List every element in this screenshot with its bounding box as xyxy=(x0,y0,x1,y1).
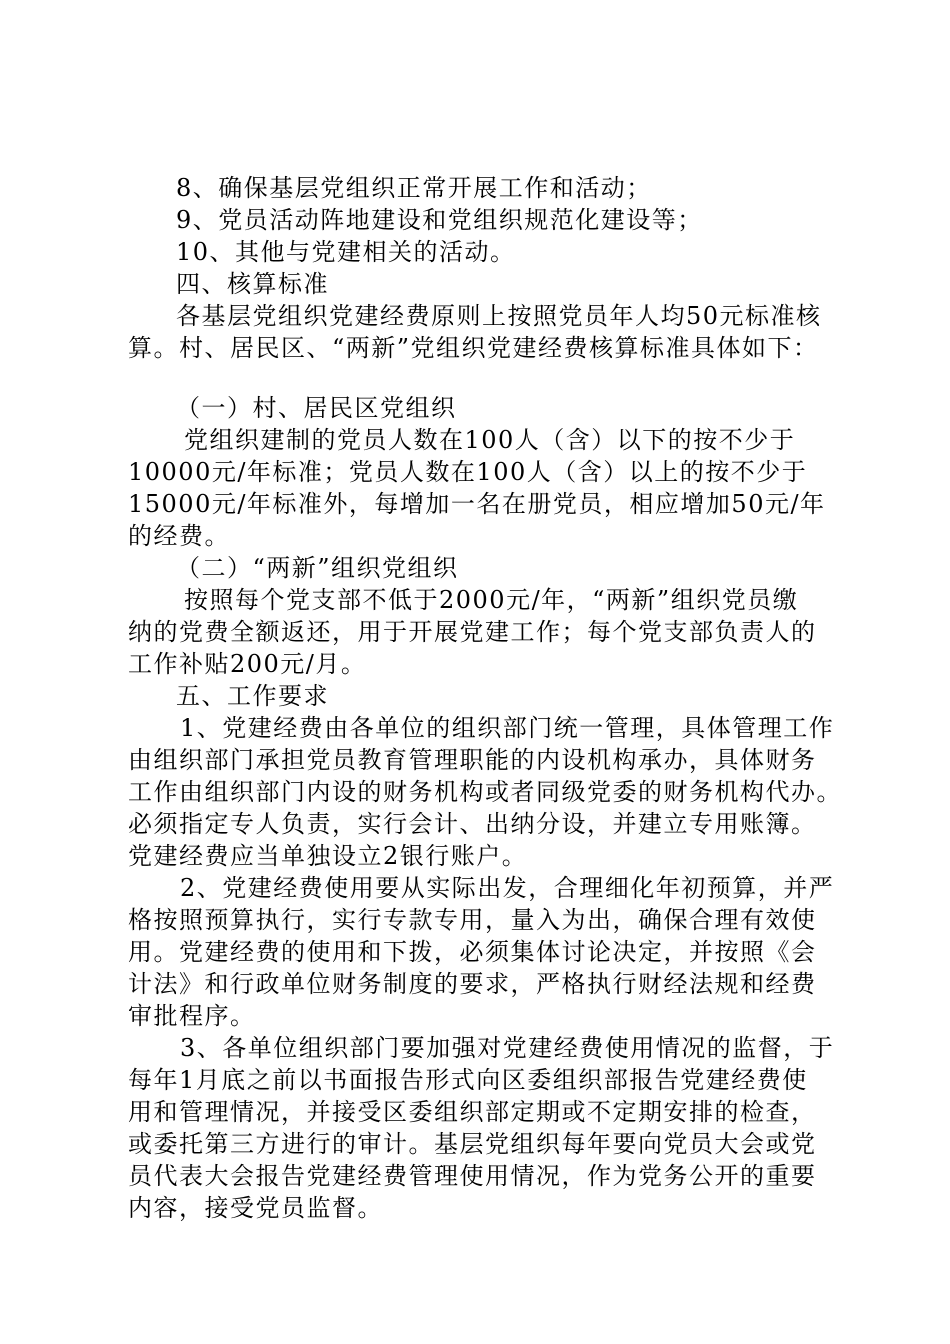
document-body xyxy=(128,172,842,1224)
paragraph-line: 必须指定专人负责，实行会计、出纳分设，并建立专用账簿。 xyxy=(128,810,817,838)
paragraph-line: 每年1月底之前以书面报告形式向区委组织部报告党建经费使 xyxy=(128,1066,808,1094)
section-heading-5: 五、工作要求 xyxy=(176,682,329,710)
paragraph-line: 用和管理情况，并接受区委组织部定期或不定期安排的检查， xyxy=(128,1098,817,1126)
paragraph-line: 员代表大会报告党建经费管理使用情况，作为党务公开的重要 xyxy=(128,1162,817,1190)
list-item-9: 9、党员活动阵地建设和党组织规范化建设等； xyxy=(176,206,703,234)
paragraph-line: 或委托第三方进行的审计。基层党组织每年要向党员大会或党 xyxy=(128,1130,817,1158)
paragraph-line: 3、各单位组织部门要加强对党建经费使用情况的监督，于 xyxy=(180,1034,835,1062)
paragraph-line: 按照每个党支部不低于2000元/年，“两新”组织党员缴 xyxy=(184,586,799,614)
paragraph-line: 1、党建经费由各单位的组织部门统一管理，具体管理工作 xyxy=(180,714,835,742)
paragraph-line: 党建经费应当单独设立2银行账户。 xyxy=(128,842,528,870)
paragraph-gap xyxy=(128,364,828,392)
paragraph-line: 工作补贴200元/月。 xyxy=(128,650,367,678)
paragraph-line: 格按照预算执行，实行专款专用，量入为出，确保合理有效使 xyxy=(128,906,817,934)
paragraph-line: 15000元/年标准外，每增加一名在册党员，相应增加50元/年 xyxy=(128,490,826,518)
paragraph-line: 算。村、居民区、“两新”党组织党建经费核算标准具体如下： xyxy=(128,334,819,362)
section-heading-4: 四、核算标准 xyxy=(176,270,329,298)
paragraph-line: 2、党建经费使用要从实际出发，合理细化年初预算，并严 xyxy=(180,874,835,902)
paragraph-line: 党组织建制的党员人数在100人（含）以下的按不少于 xyxy=(184,426,796,454)
paragraph-line: 由组织部门承担党员教育管理职能的内设机构承办，具体财务 xyxy=(128,746,817,774)
paragraph-line: 审批程序。 xyxy=(128,1002,256,1030)
subsection-heading-2: （二）“两新”组织党组织 xyxy=(176,554,459,582)
subsection-heading-1: （一）村、居民区党组织 xyxy=(176,394,457,422)
paragraph-line: 工作由组织部门内设的财务机构或者同级党委的财务机构代办。 xyxy=(128,778,842,806)
paragraph-line: 10000元/年标准；党员人数在100人（含）以上的按不少于 xyxy=(128,458,808,486)
paragraph-line: 内容，接受党员监督。 xyxy=(128,1194,383,1222)
list-item-8: 8、确保基层党组织正常开展工作和活动； xyxy=(176,174,652,202)
paragraph-line: 用。党建经费的使用和下拨，必须集体讨论决定，并按照《会 xyxy=(128,938,817,966)
list-item-10: 10、其他与党建相关的活动。 xyxy=(176,238,516,266)
paragraph-line: 各基层党组织党建经费原则上按照党员年人均50元标准核 xyxy=(176,302,822,330)
paragraph-line: 的经费。 xyxy=(128,522,230,550)
paragraph-line: 计法》和行政单位财务制度的要求，严格执行财经法规和经费 xyxy=(128,970,817,998)
paragraph-line: 纳的党费全额返还，用于开展党建工作；每个党支部负责人的 xyxy=(128,618,817,646)
